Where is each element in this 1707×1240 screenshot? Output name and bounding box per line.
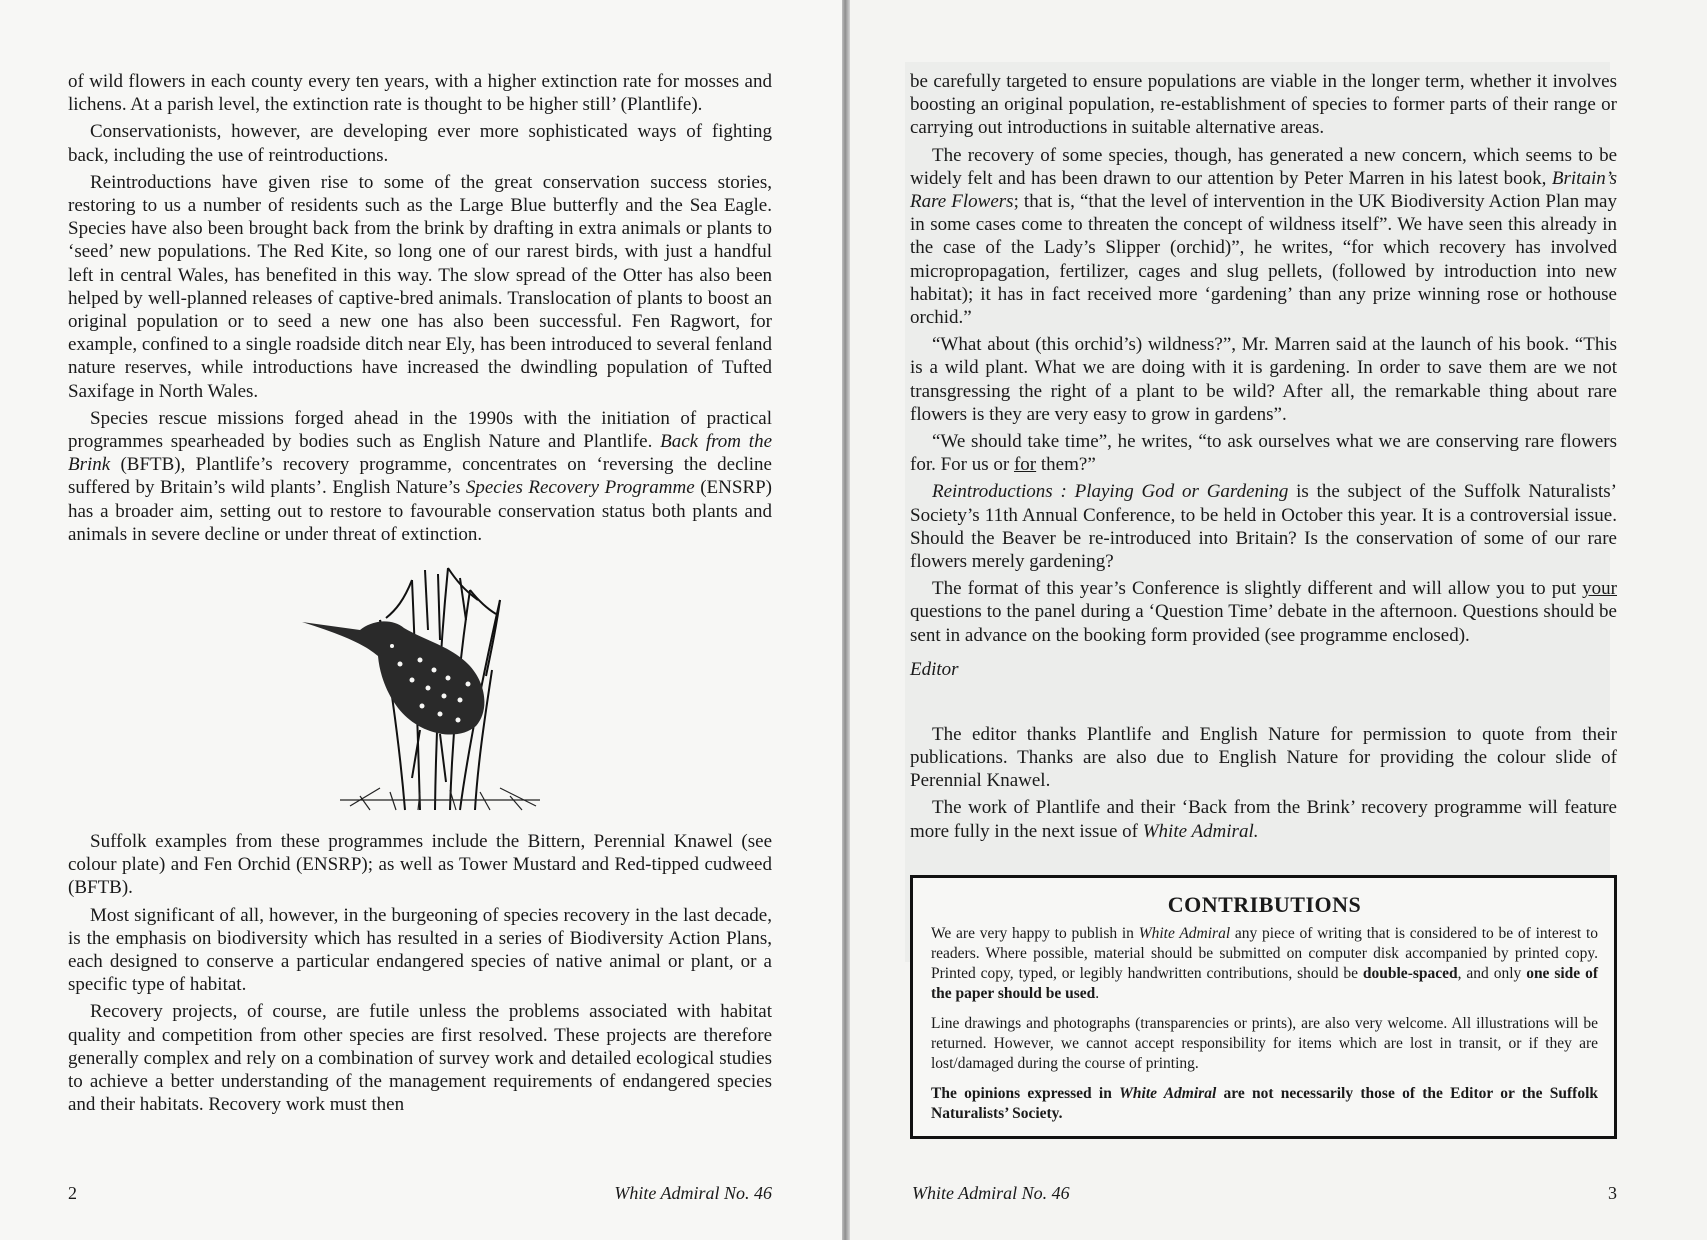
c1-a: We are very happy to publish in [931, 924, 1139, 942]
right-paragraph-5 [910, 480, 1617, 573]
editor-signature: Editor [910, 658, 959, 680]
right-paragraph-4 [910, 430, 1617, 476]
c3-a: The opinions expressed in [931, 1084, 1120, 1102]
right-page-number: 3 [1608, 1183, 1617, 1203]
p8-text-a: The work of Plantlife and their ‘Back from the Brink’ recovery programme will feature more fully in the next issue of [910, 797, 1617, 842]
p6-text-c: questions to the panel during a ‘Question Time’ debate in the afternoon. Questions should be sent in advance on the booking form provided (see programme enclosed). [910, 601, 1617, 646]
left-page [0, 0, 842, 1240]
white-admiral-title: White Admiral. [1142, 820, 1259, 842]
left-paragraph-2: Conservationists, however, are developing ever more sophisticated ways of fighting back, including the use of reintroductions. [68, 121, 772, 166]
bittern-illustration-icon [300, 560, 570, 812]
c1-white-admiral: White Admiral [1138, 924, 1231, 942]
back-from-the-brink-title: Back from the Brink [68, 431, 772, 476]
left-footer [68, 1183, 772, 1204]
contributions-paragraph-2: Line drawings and photographs (transparencies or prints), are also very welcome. All illustrations will be returned. However, we cannot accept responsibility for items which are lost in transit, or if they are lost/damaged during the course of printing. [931, 1014, 1598, 1072]
left-page-number: 2 [68, 1183, 77, 1203]
right-page [850, 0, 1707, 1240]
your-underlined: your [1582, 578, 1617, 600]
for-underlined: for [1013, 454, 1037, 476]
c1-c: any piece of writing that is considered to be of interest to readers. Where possible, material should be submitted on computer disk accompanied by printed copy. Printed copy, typed, or legibly handwritten contributions, should be [931, 924, 1599, 982]
left-paragraph-7: Recovery projects, of course, are futile unless the problems associated with habitat quality and competition from other species are first resolved. These projects are therefore generally complex and rely on a combination of survey work and detailed ecological studies to achieve a better understanding of the management requirements of endangered species and their habitats. Recovery work must then [68, 1001, 772, 1116]
c1-e: , and only [1457, 964, 1527, 982]
left-journal-name: White Admiral No. 46 [614, 1183, 772, 1203]
left-paragraph-5: Suffolk examples from these programmes include the Bittern, Perennial Knawel (see colour plate) and Fen Orchid (ENSRP); as well as Tower Mustard and Red-tipped cudweed (BFTB). [68, 831, 772, 899]
right-paragraph-6 [910, 577, 1617, 647]
right-paragraph-7: The editor thanks Plantlife and English Nature for permission to quote from their publications. Thanks are also due to English Nature for providing the colour slide of Perennial Knawel. [910, 723, 1617, 792]
left-paragraph-6: Most significant of all, however, in the burgeoning of species recovery in the last decade, is the emphasis on biodiversity which has resulted in a series of Biodiversity Action Plans, each designed to conserve a particular endangered species of native animal or plant, or a specific type of habitat. [68, 904, 772, 996]
p2-text-c: ; that is, “that the level of intervention in the UK Biodiversity Action Plan may in some cases come to threaten the concept of wildness itself”. We have seen this already in the case of the Lady’s Slipper (orchid)”, he writes, “for which recovery has involved micropropagation, fertilizer, cages and slug pellets, (followed by introduction into new habitat); it has in fact received more ‘gardening’ than any prize winning rose or hothouse orchid.” [910, 191, 1617, 329]
left-paragraph-1: of wild flowers in each county every ten years, with a higher extinction rate for mosses and lichens. At a parish level, the extinction rate is thought to be higher still’ (Plantlife). [68, 71, 772, 116]
right-paragraph-8 [910, 796, 1617, 842]
right-paragraph-2 [910, 144, 1617, 330]
p5-text-b: is the subject of the Suffolk Naturalists’ Society’s 11th Annual Conference, to be held in October this year. It is a controversial issue. Should the Beaver be re-introduced into Britain? Is the conservation of some of our rare flowers merely gardening? [910, 481, 1617, 573]
contributions-heading: CONTRIBUTIONS [1167, 891, 1362, 917]
book-gutter [842, 0, 850, 1240]
p4-text-e: (ENSRP) has a broader aim, setting out to restore to favourable conservation status both plants and animals in severe decline or under threat of extinction. [68, 477, 773, 545]
left-paragraph-4 [68, 407, 772, 546]
left-paragraph-3: Reintroductions have given rise to some of the great conservation success stories, restoring to us a number of residents such as the Large Blue butterfly and the Sea Eagle. Species have also been brought back from the brink by drafting in extra animals or plants to ‘seed’ new populations. The Red Kite, so long one of our rarest birds, with just a handful left in central Wales, has benefited in this way. The slow spread of the Otter has also been helped by well-planned releases of captive-bred animals. Translocation of plants to boost an original population or to seed a new one has also been successful. Fen Ragwort, for example, confined to a single roadside ditch near Ely, has been introduced to several fenland nature reserves, while introductions have increased the dwindling population of Tufted Saxifage in North Wales. [68, 171, 772, 402]
p4r-text-a: “We should take time”, he writes, “to ask ourselves what we are conserving rare flowers for. For us or [910, 431, 1617, 476]
britains-rare-flowers-title: Britain’s Rare Flowers [910, 167, 1617, 213]
species-recovery-programme-title: Species Recovery Programme [465, 477, 695, 499]
p4r-text-c: them?” [1036, 454, 1096, 476]
right-paragraph-3: “What about (this orchid’s) wildness?”, Mr. Marren said at the launch of his book. “This is a wild plant. What we are doing with it is gardening. In order to save them are we not transgressing the right of a plant to be wild? After all, the remarkable thing about rare flowers is they are very easy to grow in gardens”. [910, 334, 1617, 425]
p4-text-c: (BFTB), Plantlife’s recovery programme, concentrates on ‘reversing the decline suffered by Britain’s wild plants’. English Nature’s [68, 454, 772, 499]
contributions-paragraph-1 [931, 924, 1598, 1004]
right-footer [912, 1183, 1617, 1204]
contributions-box [910, 875, 1617, 1139]
conference-title: Reintroductions : Playing God or Gardening [932, 481, 1289, 503]
p4-text-a: Species rescue missions forged ahead in the 1990s with the initiation of practical programmes spearheaded by bodies such as English Nature and Plantlife. [68, 407, 772, 453]
c1-double-spaced: double-spaced [1362, 964, 1458, 982]
c1-g: . [1095, 984, 1100, 1002]
right-paragraph-1: be carefully targeted to ensure populations are viable in the longer term, whether it involves boosting an original population, re-establishment of species to former parts of their range or carrying out introductions in suitable alternative areas. [910, 71, 1617, 139]
p6-text-a: The format of this year’s Conference is slightly different and will allow you to put [932, 578, 1583, 600]
p2-text-a: The recovery of some species, though, has generated a new concern, which seems to be widely felt and has been drawn to our attention by Peter Marren in his latest book, [910, 144, 1617, 189]
right-journal-name: White Admiral No. 46 [912, 1183, 1070, 1203]
c1-one-side: one side of the paper should be used [931, 964, 1599, 1002]
c3-c: are not necessarily those of the Editor or the Suffolk Naturalists’ Society. [931, 1084, 1598, 1122]
c3-white-admiral: White Admiral [1119, 1084, 1217, 1102]
contributions-paragraph-3 [931, 1084, 1598, 1124]
